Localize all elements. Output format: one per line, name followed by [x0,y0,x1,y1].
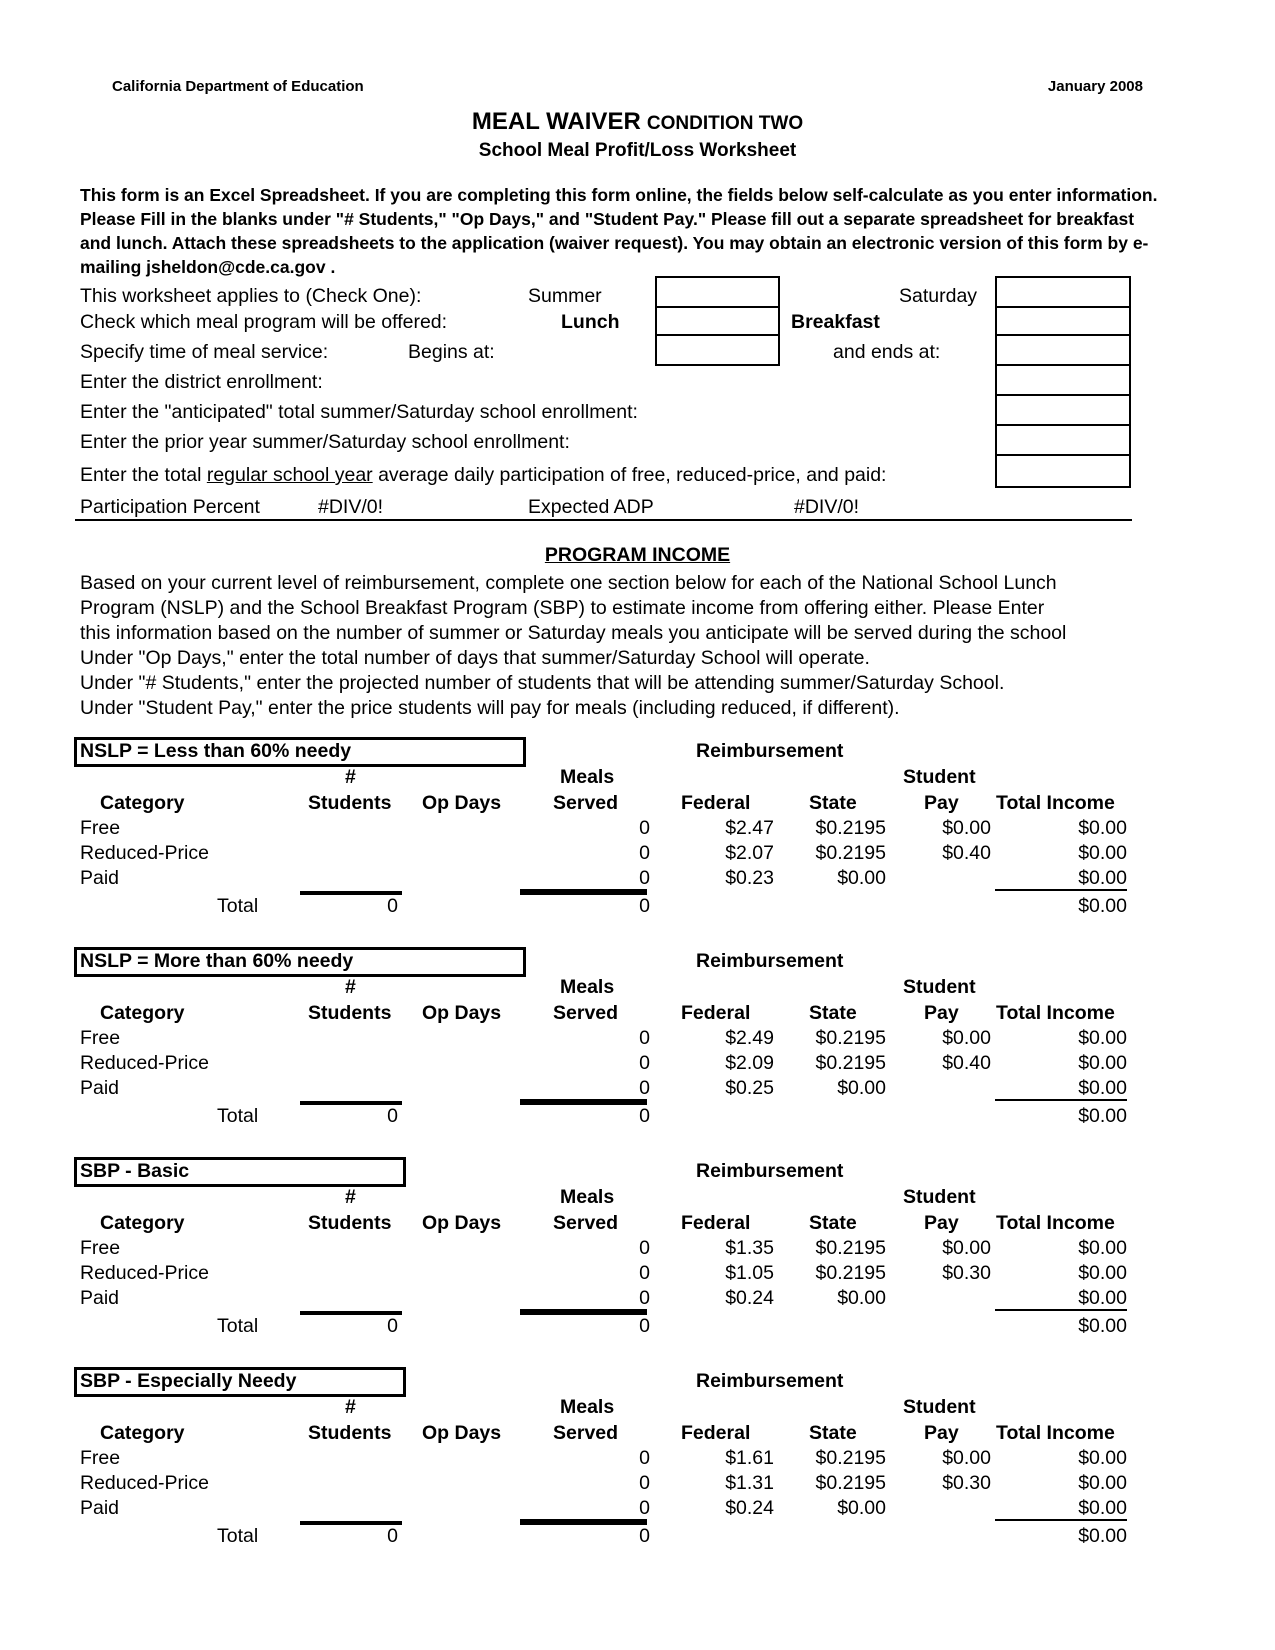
meals-double-rule [520,1311,647,1315]
op-days-header: Op Days [422,1422,502,1444]
program-income-line: Under "Op Days," enter the total number of days that summer/Saturday School will operate. [80,647,870,669]
row-category: Free [80,817,121,839]
total-label: Total [217,895,259,917]
expected-adp-value: #DIV/0! [794,496,860,518]
participation-label-post: average daily participation of free, reduced-price, and paid: [372,464,887,486]
row-federal: $1.61 [725,1447,774,1469]
row-federal: $0.24 [725,1287,774,1309]
anticipated-enrollment-label: Enter the "anticipated" total summer/Saturday school enrollment: [80,401,638,423]
total-income: $0.00 [1078,1525,1127,1547]
total-income: $0.00 [1078,1315,1127,1337]
row-meals: 0 [639,1052,650,1074]
total-meals: 0 [639,895,650,917]
row-category: Reduced-Price [80,1052,209,1074]
row-meals: 0 [639,1027,650,1049]
hash-header: # [345,1396,356,1418]
applies-label: This worksheet applies to (Check One): [80,285,422,307]
row-state: $0.2195 [815,1052,886,1074]
ends-at-field[interactable] [995,334,1131,366]
section-sbp-basic [0,1157,1275,1347]
row-federal: $1.35 [725,1237,774,1259]
participation-label [80,464,886,487]
federal-header: Federal [681,1212,751,1234]
row-total: $0.00 [1078,1472,1127,1494]
program-income-text [80,571,1230,721]
row-total: $0.00 [1078,817,1127,839]
federal-header: Federal [681,1422,751,1444]
op-days-header: Op Days [422,1212,502,1234]
pay-header: Pay [924,1422,959,1444]
pay-header: Pay [924,1002,959,1024]
row-federal: $0.25 [725,1077,774,1099]
pay-header: Pay [924,1212,959,1234]
program-income-line: Under "Student Pay," enter the price students will pay for meals (including reduced, if different). [80,697,900,719]
row-total: $0.00 [1078,1447,1127,1469]
begins-at-field[interactable] [655,334,780,366]
anticipated-enrollment-field[interactable] [995,394,1131,426]
meals-double-rule [520,1521,647,1525]
organization-name: California Department of Education [112,78,364,95]
row-state: $0.2195 [815,817,886,839]
row-category: Free [80,1447,121,1469]
participation-field[interactable] [995,454,1131,488]
document-date: January 2008 [1047,78,1143,95]
participation-label-pre: Enter the total [80,464,207,486]
section-nslp-more-60 [0,947,1275,1137]
meal-program-label: Check which meal program will be offered: [80,311,448,333]
participation-label-underlined: regular school year [206,464,373,486]
row-pay: $0.30 [942,1472,991,1494]
row-pay: $0.00 [942,1237,991,1259]
row-pay: $0.40 [942,842,991,864]
time-label: Specify time of meal service: [80,341,329,363]
row-meals: 0 [639,842,650,864]
row-federal: $2.47 [725,817,774,839]
row-category: Paid [80,1287,120,1309]
expected-adp-label: Expected ADP [528,496,654,518]
row-total: $0.00 [1078,1497,1127,1519]
title-condition: CONDITION TWO [646,113,804,134]
total-label: Total [217,1315,259,1337]
meals-double-rule [520,1101,647,1105]
row-total: $0.00 [1078,867,1127,889]
total-income: $0.00 [1078,1105,1127,1127]
section-title: SBP - Basic [74,1157,406,1187]
row-pay: $0.40 [942,1052,991,1074]
row-total: $0.00 [1078,1027,1127,1049]
title-main: MEAL WAIVER [471,108,641,135]
program-income-line: Based on your current level of reimbursement, complete one section below for each of the National School Lunch [80,572,1057,594]
breakfast-checkbox[interactable] [995,306,1131,336]
row-state: $0.2195 [815,842,886,864]
row-category: Reduced-Price [80,1262,209,1284]
students-header: Students [308,1002,392,1024]
reimbursement-header: Reimbursement [696,1160,844,1182]
meals-header: Meals [560,766,615,788]
category-header: Category [100,1002,185,1024]
section-sbp-especially-needy [0,1367,1275,1557]
row-federal: $2.09 [725,1052,774,1074]
row-pay: $0.00 [942,1027,991,1049]
row-category: Paid [80,1497,120,1519]
hash-header: # [345,1186,356,1208]
district-enrollment-field[interactable] [995,364,1131,396]
lunch-checkbox[interactable] [655,306,780,336]
total-meals: 0 [639,1315,650,1337]
total-underline [995,1309,1127,1311]
federal-header: Federal [681,792,751,814]
total-income-header: Total Income [996,1212,1115,1234]
student-header: Student [903,766,976,788]
row-meals: 0 [639,1262,650,1284]
row-state: $0.2195 [815,1472,886,1494]
section-divider [75,519,1132,521]
meals-header: Meals [560,1396,615,1418]
lunch-label: Lunch [561,311,620,333]
hash-header: # [345,976,356,998]
ends-label: and ends at: [833,341,941,363]
row-meals: 0 [639,1077,650,1099]
category-header: Category [100,1422,185,1444]
meals-double-rule [520,891,647,895]
students-header: Students [308,1212,392,1234]
state-header: State [809,1002,857,1024]
served-header: Served [553,1212,619,1234]
prior-year-enrollment-field[interactable] [995,424,1131,456]
saturday-label: Saturday [899,285,978,307]
total-meals: 0 [639,1105,650,1127]
row-meals: 0 [639,1287,650,1309]
students-header: Students [308,792,392,814]
section-title: NSLP = More than 60% needy [74,947,526,977]
row-total: $0.00 [1078,1262,1127,1284]
intro-paragraph: This form is an Excel Spreadsheet. If you are completing this form online, the fields below self-calculate as you enter information. Please Fill in the blanks under "# Students," "Op Days," and "Student Pay." Please fill out a separate spreadsheet for breakfast and lunch. Attach these spreadsheets to the application (waiver request). You may obtain an electronic version of this form by e-mailing jsheldon@cde.ca.gov . [80,185,1158,277]
row-meals: 0 [639,1497,650,1519]
section-title: SBP - Especially Needy [74,1367,406,1397]
total-income-header: Total Income [996,1422,1115,1444]
student-header: Student [903,976,976,998]
row-total: $0.00 [1078,1052,1127,1074]
program-income-line: Program (NSLP) and the School Breakfast Program (SBP) to estimate income from offering either. Please Enter [80,597,1045,619]
breakfast-label: Breakfast [791,311,880,333]
op-days-header: Op Days [422,792,502,814]
total-label: Total [217,1105,259,1127]
page-title [0,108,1275,136]
federal-header: Federal [681,1002,751,1024]
served-header: Served [553,1002,619,1024]
row-meals: 0 [639,1447,650,1469]
category-header: Category [100,792,185,814]
row-state: $0.2195 [815,1237,886,1259]
row-state: $0.00 [837,867,886,889]
row-pay: $0.00 [942,817,991,839]
served-header: Served [553,1422,619,1444]
row-category: Paid [80,1077,120,1099]
row-state: $0.00 [837,1497,886,1519]
row-federal: $2.49 [725,1027,774,1049]
state-header: State [809,1212,857,1234]
program-income-line: Under "# Students," enter the projected number of students that will be attending summer/Saturday School. [80,672,1005,694]
student-header: Student [903,1396,976,1418]
total-underline [995,1519,1127,1521]
meals-header: Meals [560,976,615,998]
total-income: $0.00 [1078,895,1127,917]
meals-header: Meals [560,1186,615,1208]
participation-percent-label: Participation Percent [80,496,260,518]
served-header: Served [553,792,619,814]
row-total: $0.00 [1078,1237,1127,1259]
row-state: $0.2195 [815,1262,886,1284]
row-state: $0.00 [837,1287,886,1309]
row-state: $0.2195 [815,1447,886,1469]
students-header: Students [308,1422,392,1444]
row-federal: $0.24 [725,1497,774,1519]
row-category: Reduced-Price [80,1472,209,1494]
participation-percent-value: #DIV/0! [318,496,384,518]
category-header: Category [100,1212,185,1234]
total-income-header: Total Income [996,792,1115,814]
row-federal: $1.05 [725,1262,774,1284]
pay-header: Pay [924,792,959,814]
total-students: 0 [387,1525,398,1547]
section-nslp-less-60 [0,737,1275,927]
total-label: Total [217,1525,259,1547]
row-pay: $0.30 [942,1262,991,1284]
total-underline [995,889,1127,891]
total-students: 0 [387,895,398,917]
row-federal: $0.23 [725,867,774,889]
row-state: $0.2195 [815,1027,886,1049]
row-meals: 0 [639,1237,650,1259]
program-income-title [0,544,1275,567]
program-income-title-text: PROGRAM INCOME [544,544,731,566]
begins-label: Begins at: [408,341,495,363]
reimbursement-header: Reimbursement [696,1370,844,1392]
row-pay: $0.00 [942,1447,991,1469]
summer-checkbox[interactable] [655,276,780,308]
total-students: 0 [387,1315,398,1337]
section-title: NSLP = Less than 60% needy [74,737,526,767]
row-federal: $2.07 [725,842,774,864]
row-meals: 0 [639,867,650,889]
total-underline [995,1099,1127,1101]
total-income-header: Total Income [996,1002,1115,1024]
row-category: Free [80,1027,121,1049]
state-header: State [809,1422,857,1444]
row-category: Reduced-Price [80,842,209,864]
student-header: Student [903,1186,976,1208]
row-total: $0.00 [1078,1077,1127,1099]
reimbursement-header: Reimbursement [696,950,844,972]
reimbursement-header: Reimbursement [696,740,844,762]
row-total: $0.00 [1078,1287,1127,1309]
row-total: $0.00 [1078,842,1127,864]
program-income-line: this information based on the number of summer or Saturday meals you anticipate will be served during the school [80,622,1067,644]
summer-label: Summer [528,285,602,307]
row-category: Paid [80,867,120,889]
row-meals: 0 [639,817,650,839]
row-state: $0.00 [837,1077,886,1099]
row-federal: $1.31 [725,1472,774,1494]
total-meals: 0 [639,1525,650,1547]
page-subtitle: School Meal Profit/Loss Worksheet [478,140,797,161]
op-days-header: Op Days [422,1002,502,1024]
row-meals: 0 [639,1472,650,1494]
row-category: Free [80,1237,121,1259]
district-enrollment-label: Enter the district enrollment: [80,371,323,393]
total-students: 0 [387,1105,398,1127]
prior-year-enrollment-label: Enter the prior year summer/Saturday school enrollment: [80,431,570,453]
hash-header: # [345,766,356,788]
saturday-checkbox[interactable] [995,276,1131,308]
state-header: State [809,792,857,814]
